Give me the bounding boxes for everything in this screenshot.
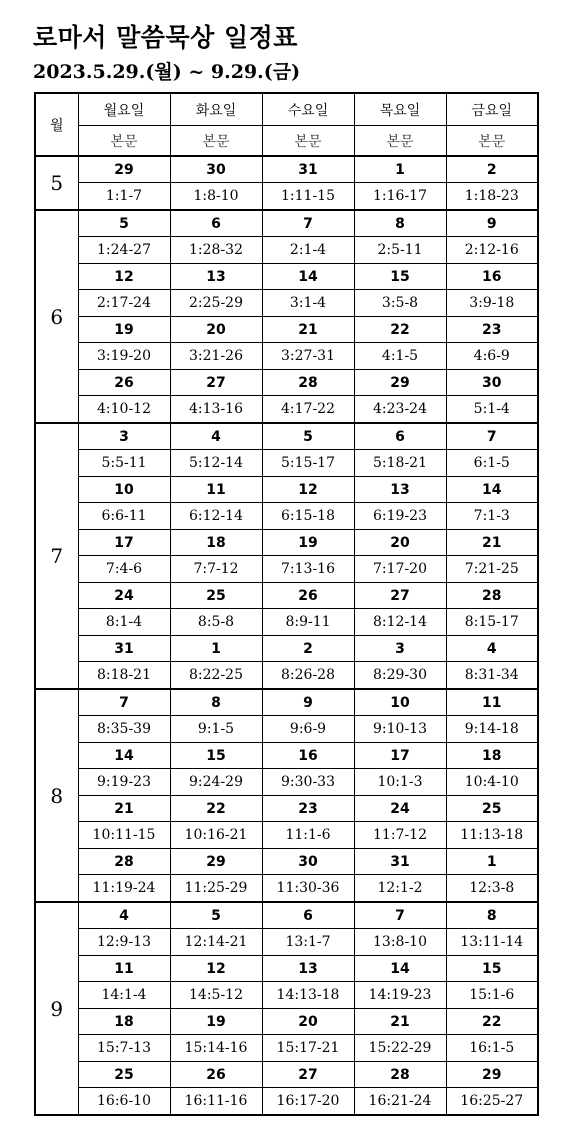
- passage-row: [35, 450, 538, 477]
- date-cell-fri: 2: [446, 156, 538, 183]
- date-cell-mon: 17: [78, 530, 170, 556]
- date-cell-wed: 14: [262, 264, 354, 290]
- date-row: [35, 902, 538, 929]
- passage-cell-fri: 16:25-27: [446, 1088, 538, 1116]
- passage-cell-tue: 12:14-21: [170, 929, 262, 956]
- passage-cell-mon: 8:35-39: [78, 716, 170, 743]
- date-cell-fri: 29: [446, 1062, 538, 1088]
- date-cell-wed: 30: [262, 849, 354, 875]
- schedule-table: [34, 92, 539, 1116]
- date-cell-mon: 11: [78, 956, 170, 982]
- date-cell-mon: 26: [78, 370, 170, 396]
- passage-cell-mon: 16:6-10: [78, 1088, 170, 1116]
- passage-row: [35, 609, 538, 636]
- date-cell-thu: 28: [354, 1062, 446, 1088]
- date-cell-thu: 22: [354, 317, 446, 343]
- date-cell-thu: 24: [354, 796, 446, 822]
- date-row: [35, 849, 538, 875]
- date-row: [35, 530, 538, 556]
- passage-cell-fri: 11:13-18: [446, 822, 538, 849]
- passage-cell-fri: 2:12-16: [446, 237, 538, 264]
- passage-cell-thu: 9:10-13: [354, 716, 446, 743]
- day-header-thu: 목요일: [354, 93, 446, 126]
- date-cell-tue: 15: [170, 743, 262, 769]
- date-cell-wed: 28: [262, 370, 354, 396]
- sub-header-thu: 본문: [354, 126, 446, 157]
- passage-row: [35, 769, 538, 796]
- date-row: [35, 636, 538, 662]
- passage-cell-mon: 1:1-7: [78, 183, 170, 211]
- date-cell-wed: 12: [262, 477, 354, 503]
- date-cell-tue: 27: [170, 370, 262, 396]
- date-cell-wed: 7: [262, 210, 354, 237]
- day-header-fri: 금요일: [446, 93, 538, 126]
- date-cell-mon: 4: [78, 902, 170, 929]
- date-row: [35, 264, 538, 290]
- date-row: [35, 210, 538, 237]
- passage-row: [35, 929, 538, 956]
- passage-cell-tue: 3:21-26: [170, 343, 262, 370]
- passage-cell-mon: 4:10-12: [78, 396, 170, 424]
- passage-cell-mon: 11:19-24: [78, 875, 170, 903]
- passage-cell-tue: 15:14-16: [170, 1035, 262, 1062]
- date-cell-fri: 28: [446, 583, 538, 609]
- passage-cell-wed: 9:30-33: [262, 769, 354, 796]
- passage-cell-wed: 3:1-4: [262, 290, 354, 317]
- passage-cell-wed: 11:1-6: [262, 822, 354, 849]
- date-cell-tue: 30: [170, 156, 262, 183]
- date-cell-wed: 19: [262, 530, 354, 556]
- date-cell-thu: 15: [354, 264, 446, 290]
- passage-cell-fri: 1:18-23: [446, 183, 538, 211]
- month-cell: 9: [35, 902, 78, 1115]
- date-row: [35, 689, 538, 716]
- month-cell: 7: [35, 423, 78, 689]
- month-cell: 5: [35, 156, 78, 210]
- passage-row: [35, 662, 538, 690]
- date-cell-mon: 24: [78, 583, 170, 609]
- passage-cell-tue: 1:28-32: [170, 237, 262, 264]
- date-row: [35, 423, 538, 450]
- date-cell-tue: 11: [170, 477, 262, 503]
- date-cell-mon: 29: [78, 156, 170, 183]
- passage-cell-wed: 9:6-9: [262, 716, 354, 743]
- passage-cell-fri: 15:1-6: [446, 982, 538, 1009]
- date-cell-fri: 8: [446, 902, 538, 929]
- date-cell-wed: 20: [262, 1009, 354, 1035]
- passage-row: [35, 343, 538, 370]
- passage-row: [35, 183, 538, 211]
- passage-cell-thu: 13:8-10: [354, 929, 446, 956]
- month-cell: 8: [35, 689, 78, 902]
- passage-cell-thu: 15:22-29: [354, 1035, 446, 1062]
- date-cell-tue: 26: [170, 1062, 262, 1088]
- date-cell-tue: 25: [170, 583, 262, 609]
- date-cell-tue: 8: [170, 689, 262, 716]
- passage-cell-wed: 16:17-20: [262, 1088, 354, 1116]
- passage-cell-mon: 6:6-11: [78, 503, 170, 530]
- passage-row: [35, 875, 538, 903]
- passage-cell-thu: 8:12-14: [354, 609, 446, 636]
- date-cell-tue: 13: [170, 264, 262, 290]
- passage-cell-tue: 7:7-12: [170, 556, 262, 583]
- date-cell-mon: 7: [78, 689, 170, 716]
- date-cell-wed: 6: [262, 902, 354, 929]
- passage-cell-tue: 1:8-10: [170, 183, 262, 211]
- passage-cell-wed: 4:17-22: [262, 396, 354, 424]
- page-title: 로마서 말씀묵상 일정표: [33, 23, 298, 52]
- date-cell-tue: 1: [170, 636, 262, 662]
- passage-cell-mon: 12:9-13: [78, 929, 170, 956]
- date-cell-wed: 23: [262, 796, 354, 822]
- date-cell-mon: 5: [78, 210, 170, 237]
- month-cell: 6: [35, 210, 78, 423]
- passage-cell-mon: 1:24-27: [78, 237, 170, 264]
- date-cell-wed: 13: [262, 956, 354, 982]
- date-row: [35, 956, 538, 982]
- passage-cell-mon: 10:11-15: [78, 822, 170, 849]
- date-cell-wed: 9: [262, 689, 354, 716]
- date-cell-thu: 14: [354, 956, 446, 982]
- date-cell-thu: 27: [354, 583, 446, 609]
- date-row: [35, 1062, 538, 1088]
- passage-row: [35, 822, 538, 849]
- passage-cell-wed: 3:27-31: [262, 343, 354, 370]
- date-cell-mon: 18: [78, 1009, 170, 1035]
- passage-cell-tue: 10:16-21: [170, 822, 262, 849]
- passage-cell-mon: 14:1-4: [78, 982, 170, 1009]
- passage-row: [35, 716, 538, 743]
- date-cell-thu: 7: [354, 902, 446, 929]
- passage-cell-tue: 8:22-25: [170, 662, 262, 690]
- passage-cell-wed: 6:15-18: [262, 503, 354, 530]
- passage-cell-tue: 11:25-29: [170, 875, 262, 903]
- passage-cell-fri: 7:1-3: [446, 503, 538, 530]
- date-cell-mon: 31: [78, 636, 170, 662]
- date-cell-fri: 7: [446, 423, 538, 450]
- date-cell-fri: 23: [446, 317, 538, 343]
- passage-cell-mon: 15:7-13: [78, 1035, 170, 1062]
- date-cell-thu: 10: [354, 689, 446, 716]
- date-cell-wed: 26: [262, 583, 354, 609]
- sub-header-tue: 본문: [170, 126, 262, 157]
- date-cell-tue: 29: [170, 849, 262, 875]
- passage-cell-tue: 9:1-5: [170, 716, 262, 743]
- date-cell-thu: 21: [354, 1009, 446, 1035]
- passage-cell-tue: 14:5-12: [170, 982, 262, 1009]
- date-cell-fri: 22: [446, 1009, 538, 1035]
- date-cell-fri: 9: [446, 210, 538, 237]
- date-cell-wed: 16: [262, 743, 354, 769]
- date-cell-tue: 12: [170, 956, 262, 982]
- date-row: [35, 156, 538, 183]
- date-cell-fri: 1: [446, 849, 538, 875]
- date-cell-thu: 17: [354, 743, 446, 769]
- date-cell-mon: 10: [78, 477, 170, 503]
- date-cell-thu: 6: [354, 423, 446, 450]
- passage-cell-thu: 1:16-17: [354, 183, 446, 211]
- passage-cell-tue: 6:12-14: [170, 503, 262, 530]
- date-cell-fri: 14: [446, 477, 538, 503]
- date-cell-mon: 12: [78, 264, 170, 290]
- date-cell-mon: 25: [78, 1062, 170, 1088]
- passage-row: [35, 396, 538, 424]
- passage-cell-thu: 4:1-5: [354, 343, 446, 370]
- passage-row: [35, 237, 538, 264]
- date-cell-tue: 5: [170, 902, 262, 929]
- passage-cell-thu: 6:19-23: [354, 503, 446, 530]
- passage-cell-wed: 14:13-18: [262, 982, 354, 1009]
- passage-cell-mon: 5:5-11: [78, 450, 170, 477]
- date-cell-thu: 8: [354, 210, 446, 237]
- date-row: [35, 1009, 538, 1035]
- date-cell-tue: 20: [170, 317, 262, 343]
- passage-row: [35, 1088, 538, 1116]
- passage-cell-mon: 9:19-23: [78, 769, 170, 796]
- passage-cell-thu: 16:21-24: [354, 1088, 446, 1116]
- passage-cell-tue: 9:24-29: [170, 769, 262, 796]
- date-cell-mon: 3: [78, 423, 170, 450]
- day-header-tue: 화요일: [170, 93, 262, 126]
- passage-cell-fri: 16:1-5: [446, 1035, 538, 1062]
- passage-row: [35, 1035, 538, 1062]
- date-range: 2023.5.29.(월) ~ 9.29.(금): [33, 61, 301, 83]
- sub-header-fri: 본문: [446, 126, 538, 157]
- passage-cell-fri: 6:1-5: [446, 450, 538, 477]
- date-cell-wed: 27: [262, 1062, 354, 1088]
- passage-cell-mon: 8:18-21: [78, 662, 170, 690]
- date-cell-thu: 20: [354, 530, 446, 556]
- date-row: [35, 796, 538, 822]
- date-row: [35, 370, 538, 396]
- passage-cell-wed: 5:15-17: [262, 450, 354, 477]
- date-cell-tue: 4: [170, 423, 262, 450]
- passage-row: [35, 556, 538, 583]
- month-column-header: 월: [35, 93, 78, 156]
- header-row-days: [35, 93, 538, 126]
- passage-cell-wed: 1:11-15: [262, 183, 354, 211]
- date-cell-thu: 3: [354, 636, 446, 662]
- passage-cell-fri: 3:9-18: [446, 290, 538, 317]
- date-cell-thu: 13: [354, 477, 446, 503]
- passage-cell-tue: 16:11-16: [170, 1088, 262, 1116]
- passage-cell-wed: 15:17-21: [262, 1035, 354, 1062]
- day-header-wed: 수요일: [262, 93, 354, 126]
- date-cell-fri: 25: [446, 796, 538, 822]
- passage-cell-wed: 8:9-11: [262, 609, 354, 636]
- passage-cell-mon: 2:17-24: [78, 290, 170, 317]
- passage-row: [35, 290, 538, 317]
- passage-cell-wed: 7:13-16: [262, 556, 354, 583]
- date-cell-fri: 15: [446, 956, 538, 982]
- passage-row: [35, 503, 538, 530]
- passage-cell-thu: 3:5-8: [354, 290, 446, 317]
- date-cell-tue: 19: [170, 1009, 262, 1035]
- date-cell-fri: 30: [446, 370, 538, 396]
- date-row: [35, 583, 538, 609]
- date-row: [35, 743, 538, 769]
- date-cell-fri: 16: [446, 264, 538, 290]
- date-cell-thu: 1: [354, 156, 446, 183]
- date-cell-thu: 31: [354, 849, 446, 875]
- date-cell-tue: 6: [170, 210, 262, 237]
- passage-cell-fri: 13:11-14: [446, 929, 538, 956]
- passage-cell-fri: 4:6-9: [446, 343, 538, 370]
- passage-cell-tue: 8:5-8: [170, 609, 262, 636]
- sub-header-mon: 본문: [78, 126, 170, 157]
- date-cell-wed: 2: [262, 636, 354, 662]
- passage-cell-mon: 3:19-20: [78, 343, 170, 370]
- passage-cell-wed: 13:1-7: [262, 929, 354, 956]
- passage-cell-mon: 8:1-4: [78, 609, 170, 636]
- date-cell-wed: 31: [262, 156, 354, 183]
- passage-cell-fri: 8:31-34: [446, 662, 538, 690]
- passage-cell-fri: 5:1-4: [446, 396, 538, 424]
- date-cell-wed: 5: [262, 423, 354, 450]
- date-cell-thu: 29: [354, 370, 446, 396]
- date-cell-mon: 28: [78, 849, 170, 875]
- passage-cell-thu: 8:29-30: [354, 662, 446, 690]
- passage-cell-wed: 8:26-28: [262, 662, 354, 690]
- passage-cell-thu: 10:1-3: [354, 769, 446, 796]
- date-cell-mon: 19: [78, 317, 170, 343]
- date-cell-tue: 18: [170, 530, 262, 556]
- passage-cell-tue: 4:13-16: [170, 396, 262, 424]
- date-cell-fri: 18: [446, 743, 538, 769]
- passage-cell-thu: 14:19-23: [354, 982, 446, 1009]
- passage-cell-tue: 2:25-29: [170, 290, 262, 317]
- passage-cell-thu: 2:5-11: [354, 237, 446, 264]
- passage-cell-fri: 7:21-25: [446, 556, 538, 583]
- date-cell-mon: 21: [78, 796, 170, 822]
- date-cell-wed: 21: [262, 317, 354, 343]
- date-cell-fri: 4: [446, 636, 538, 662]
- passage-cell-thu: 4:23-24: [354, 396, 446, 424]
- passage-cell-fri: 12:3-8: [446, 875, 538, 903]
- passage-cell-tue: 5:12-14: [170, 450, 262, 477]
- header-row-sub: [35, 126, 538, 157]
- passage-cell-mon: 7:4-6: [78, 556, 170, 583]
- date-cell-fri: 21: [446, 530, 538, 556]
- passage-cell-fri: 10:4-10: [446, 769, 538, 796]
- date-cell-fri: 11: [446, 689, 538, 716]
- passage-cell-fri: 9:14-18: [446, 716, 538, 743]
- passage-cell-wed: 2:1-4: [262, 237, 354, 264]
- passage-cell-thu: 12:1-2: [354, 875, 446, 903]
- date-row: [35, 317, 538, 343]
- day-header-mon: 월요일: [78, 93, 170, 126]
- date-cell-tue: 22: [170, 796, 262, 822]
- passage-cell-thu: 11:7-12: [354, 822, 446, 849]
- sub-header-wed: 본문: [262, 126, 354, 157]
- passage-cell-wed: 11:30-36: [262, 875, 354, 903]
- date-cell-mon: 14: [78, 743, 170, 769]
- passage-cell-fri: 8:15-17: [446, 609, 538, 636]
- passage-cell-thu: 7:17-20: [354, 556, 446, 583]
- passage-cell-thu: 5:18-21: [354, 450, 446, 477]
- date-row: [35, 477, 538, 503]
- passage-row: [35, 982, 538, 1009]
